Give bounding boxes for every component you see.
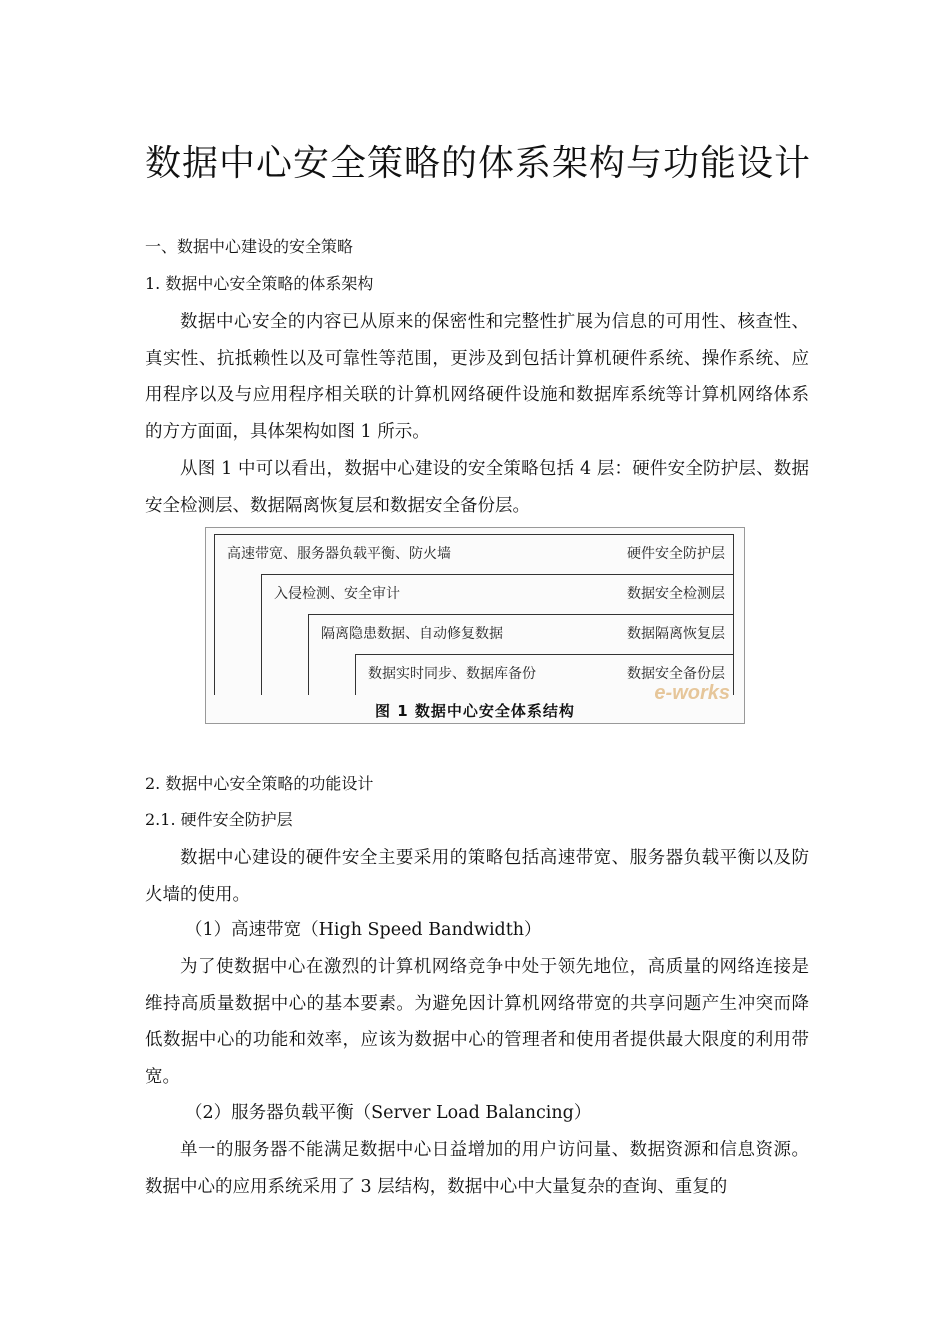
- eworks-watermark-logo: e-works: [654, 682, 730, 704]
- subsection-heading-2: 2. 数据中心安全策略的功能设计: [145, 774, 374, 793]
- subsection-heading-1: 1. 数据中心安全策略的体系架构: [145, 274, 374, 293]
- list-item-load-balancing: （2）服务器负载平衡（Server Load Balancing）: [185, 1103, 592, 1123]
- tier-detection-label: 数据安全检测层: [627, 586, 725, 602]
- list-item-bandwidth: （1）高速带宽（High Speed Bandwidth）: [185, 920, 542, 940]
- tier-detection-content: 入侵检测、安全审计: [274, 586, 400, 602]
- paragraph-architecture: 数据中心安全的内容已从原来的保密性和完整性扩展为信息的可用性、核查性、真实性、抗抵赖性以及可靠性等范围，更涉及到包括计算机硬件系统、操作系统、应用程序以及与应用程序相关联的计算机网络硬件设施和数据库系统等计算机网络体系的方方面面，具体架构如图 1 所示。: [145, 312, 809, 442]
- tier-backup-content: 数据实时同步、数据库备份: [368, 666, 536, 682]
- paragraph-load-balancing: 单一的服务器不能满足数据中心日益增加的用户访问量、数据资源和信息资源。数据中心的应用系统采用了 3 层结构，数据中心中大量复杂的查询、重复的: [145, 1140, 809, 1197]
- tier-hardware-label: 硬件安全防护层: [627, 546, 725, 562]
- subsection-heading-2-1: 2.1. 硬件安全防护层: [145, 810, 293, 829]
- paragraph-bandwidth: 为了使数据中心在激烈的计算机网络竞争中处于领先地位，高质量的网络连接是维持高质量数据中心的基本要素。为避免因计算机网络带宽的共享问题产生冲突而降低数据中心的功能和效率，应该为数据中心的管理者和使用者提供最大限度的利用带宽。: [145, 957, 809, 1087]
- tier-backup-label: 数据安全备份层: [627, 666, 725, 682]
- paragraph-hardware-strategy: 数据中心建设的硬件安全主要采用的策略包括高速带宽、服务器负载平衡以及防火墙的使用。: [145, 848, 809, 905]
- tier-isolation-label: 数据隔离恢复层: [627, 626, 725, 642]
- figure-security-architecture: [205, 527, 745, 724]
- tier-isolation-content: 隔离隐患数据、自动修复数据: [321, 626, 503, 642]
- paragraph-four-layers: 从图 1 中可以看出，数据中心建设的安全策略包括 4 层：硬件安全防护层、数据安全检测层、数据隔离恢复层和数据安全备份层。: [145, 459, 809, 516]
- document-title: 数据中心安全策略的体系架构与功能设计: [145, 143, 812, 184]
- tier-hardware-content: 高速带宽、服务器负载平衡、防火墙: [227, 546, 451, 562]
- section-heading-1: 一、数据中心建设的安全策略: [145, 237, 354, 256]
- figure-caption: 图 1 数据中心安全体系结构: [375, 702, 575, 720]
